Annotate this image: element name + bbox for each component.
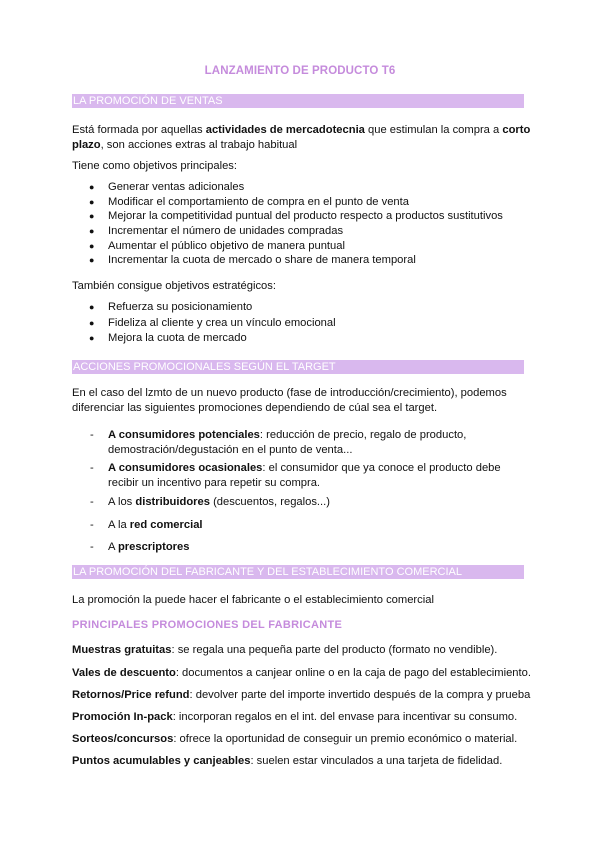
bullet-icon: ● <box>89 226 95 237</box>
subheading-principales-promociones: PRINCIPALES PROMOCIONES DEL FABRICANTE <box>72 619 343 631</box>
list-item: ● Mejora la cuota de mercado <box>72 331 532 347</box>
dash-icon: - <box>90 429 94 441</box>
promo-item: Promoción In-pack: incorporan regalos en el int. del envase para incentivar su consumo. <box>72 711 518 723</box>
dash-icon: - <box>90 496 94 508</box>
promo-item: Vales de descuento: documentos a canjear online o en la caja de pago del establecimiento. <box>72 667 531 679</box>
dash-icon: - <box>90 462 94 474</box>
intro-paragraph <box>72 123 532 152</box>
objectives-list <box>72 180 532 268</box>
list-item: ● Aumentar el público objetivo de manera puntual <box>89 239 345 252</box>
bullet-icon: ● <box>89 182 95 192</box>
fabricante-intro: La promoción la puede hacer el fabricante o el establecimiento comercial <box>72 594 434 606</box>
intro-text: que estimulan la compra a <box>364 124 503 136</box>
bullet-icon: ● <box>89 317 95 328</box>
intro-text: Está formada por aquellas <box>72 124 206 136</box>
promo-item: Retornos/Price refund: devolver parte del importe invertido después de la compra y prueba <box>72 689 531 701</box>
intro-bold: actividades de mercadotecnia <box>205 124 365 136</box>
list-item: - A los distribuidores (descuentos, regalos...) <box>90 496 330 508</box>
section-heading-fabricante-establecimiento: LA PROMOCIÓN DEL FABRICANTE Y DEL ESTABLECIMIENTO COMERCIAL <box>72 565 524 579</box>
bullet-icon: ● <box>89 255 95 266</box>
strategic-list <box>72 300 532 347</box>
list-item: ● Generar ventas adicionales <box>89 181 245 193</box>
intro-text: , son acciones extras al trabajo habitual <box>100 138 298 151</box>
bullet-icon: ● <box>89 196 95 207</box>
list-item: - A consumidores potenciales: reducción de precio, regalo de producto, demostración/degustación en el punto de venta... <box>90 429 467 456</box>
list-item: ● Refuerza su posicionamiento <box>72 300 532 316</box>
list-item: - A prescriptores <box>90 541 190 553</box>
list-item: ● Mejorar la competitividad puntual del producto respecto a productos sustitutivos <box>89 210 503 223</box>
list-item: - A consumidores ocasionales: el consumidor que ya conoce el producto debe recibir un incentivo para repetir su compra. <box>90 462 501 489</box>
bullet-icon: ● <box>89 333 95 343</box>
list-item: ● Modificar el comportamiento de compra en el punto de venta <box>89 195 409 208</box>
dash-icon: - <box>90 519 94 531</box>
list-item: ● Fideliza al cliente y crea un vínculo emocional <box>72 316 532 332</box>
bullet-icon: ● <box>89 211 95 222</box>
promo-item: Muestras gratuitas: se regala una pequeña parte del producto (formato no vendible). <box>72 644 498 656</box>
section-heading-acciones-promocionales: ACCIONES PROMOCIONALES SEGÚN EL TARGET <box>72 360 524 374</box>
list-item: - A la red comercial <box>90 519 203 531</box>
list-item: ● Incrementar el número de unidades compradas <box>89 225 344 238</box>
document-title: LANZAMIENTO DE PRODUCTO T6 <box>204 65 396 77</box>
promo-item: Sorteos/concursos: ofrece la oportunidad de conseguir un premio económico o material. <box>72 733 518 745</box>
promo-item: Puntos acumulables y canjeables: suelen estar vinculados a una tarjeta de fidelidad. <box>72 755 503 767</box>
target-intro: En el caso del lzmto de un nuevo producto (fase de introducción/crecimiento), podemos diferenciar las siguientes promociones dependiendo de cúal sea el target. <box>72 387 507 414</box>
intro-bold: corto plazo <box>72 124 531 151</box>
list-item: ● Incrementar la cuota de mercado o share de manera temporal <box>89 254 416 267</box>
objectives-label: Tiene como objetivos principales: <box>72 160 237 172</box>
dash-icon: - <box>90 541 94 553</box>
bullet-icon: ● <box>89 240 95 251</box>
strategic-label: También consigue objetivos estratégicos: <box>72 280 276 292</box>
bullet-icon: ● <box>89 302 95 312</box>
section-heading-promocion-ventas: LA PROMOCIÓN DE VENTAS <box>72 94 524 108</box>
